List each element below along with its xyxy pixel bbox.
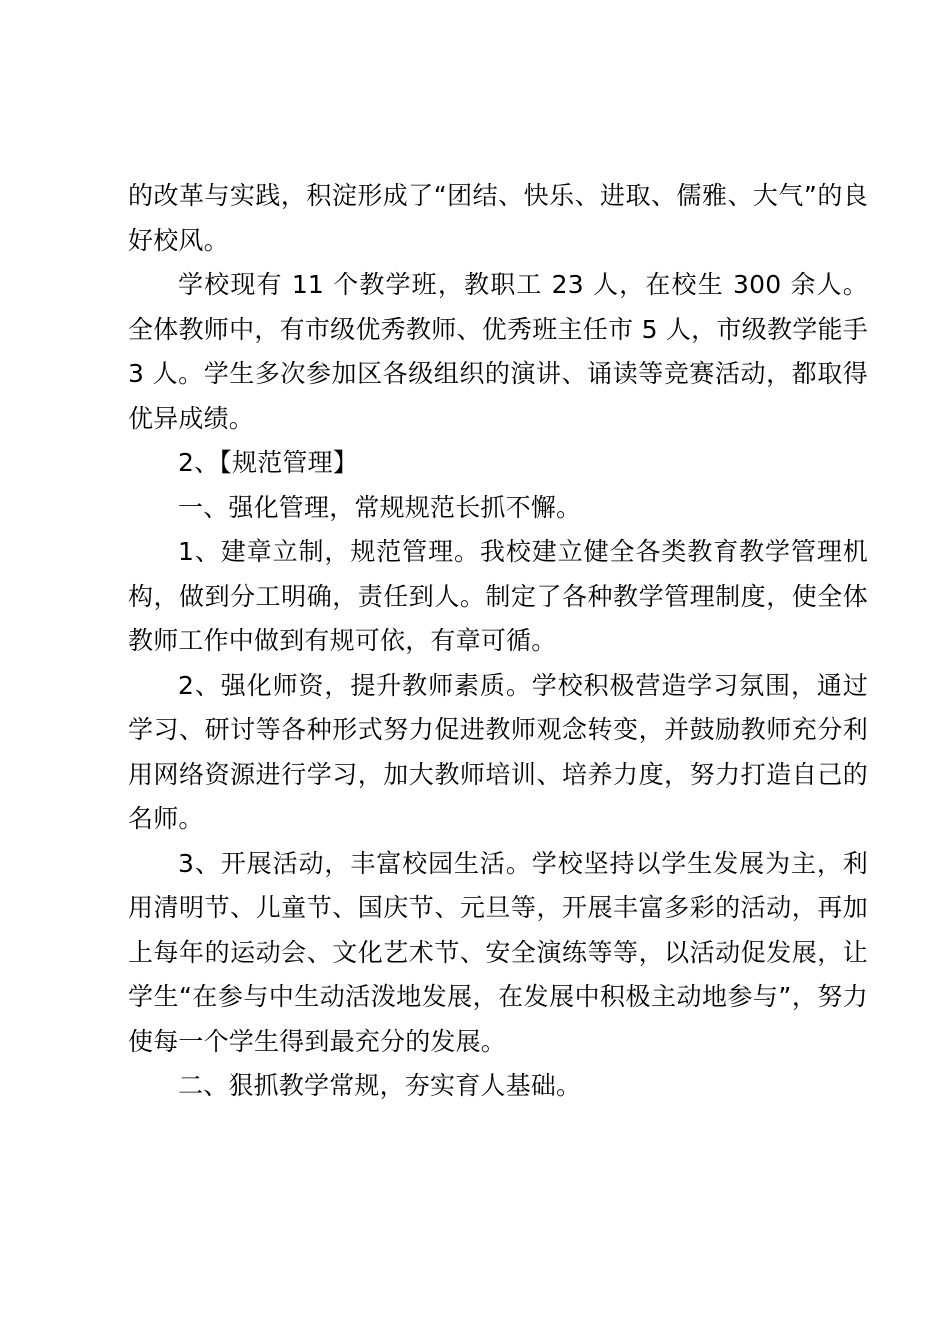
subheading-strengthen-management: 一、强化管理，常规规范长抓不懈。 [178, 492, 582, 522]
paragraph-continuation: 的改革与实践，积淀形成了“团结、快乐、进取、儒雅、大气”的良好校风。 [128, 181, 868, 255]
paragraph-school-overview: 学校现有 11 个教学班，教职工 23 人，在校生 300 余人。全体教师中，有市级优秀教师、优秀班主任市 5 人，市级教学能手 3 人。学生多次参加区各级组织的演讲、诵读等竞赛活动，都取得优异成绩。 [128, 270, 868, 433]
document-body [128, 174, 868, 1109]
paragraph-campus-activities: 3、开展活动，丰富校园生活。学校坚持以学生发展为主，利用清明节、儿童节、国庆节、元旦等，开展丰富多彩的活动，再加上每年的运动会、文化艺术节、安全演练等等，以活动促发展，让学生“在参与中生动活泼地发展，在发展中积极主动地参与”，努力使每一个学生得到最充分的发展。 [128, 848, 868, 1056]
section-heading-management: 2、【规范管理】 [178, 448, 359, 477]
paragraph-rules-regulations: 1、建章立制，规范管理。我校建立健全各类教育教学管理机构，做到分工明确，责任到人。制定了各种教学管理制度，使全体教师工作中做到有规可依，有章可循。 [128, 537, 868, 655]
paragraph-teacher-quality: 2、强化师资，提升教师素质。学校积极营造学习氛围，通过学习、研讨等各种形式努力促进教师观念转变，并鼓励教师充分利用网络资源进行学习，加大教师培训、培养力度，努力打造自己的名师。 [128, 670, 868, 833]
subheading-teaching-routine: 二、狠抓教学常规，夯实育人基础。 [178, 1071, 582, 1100]
